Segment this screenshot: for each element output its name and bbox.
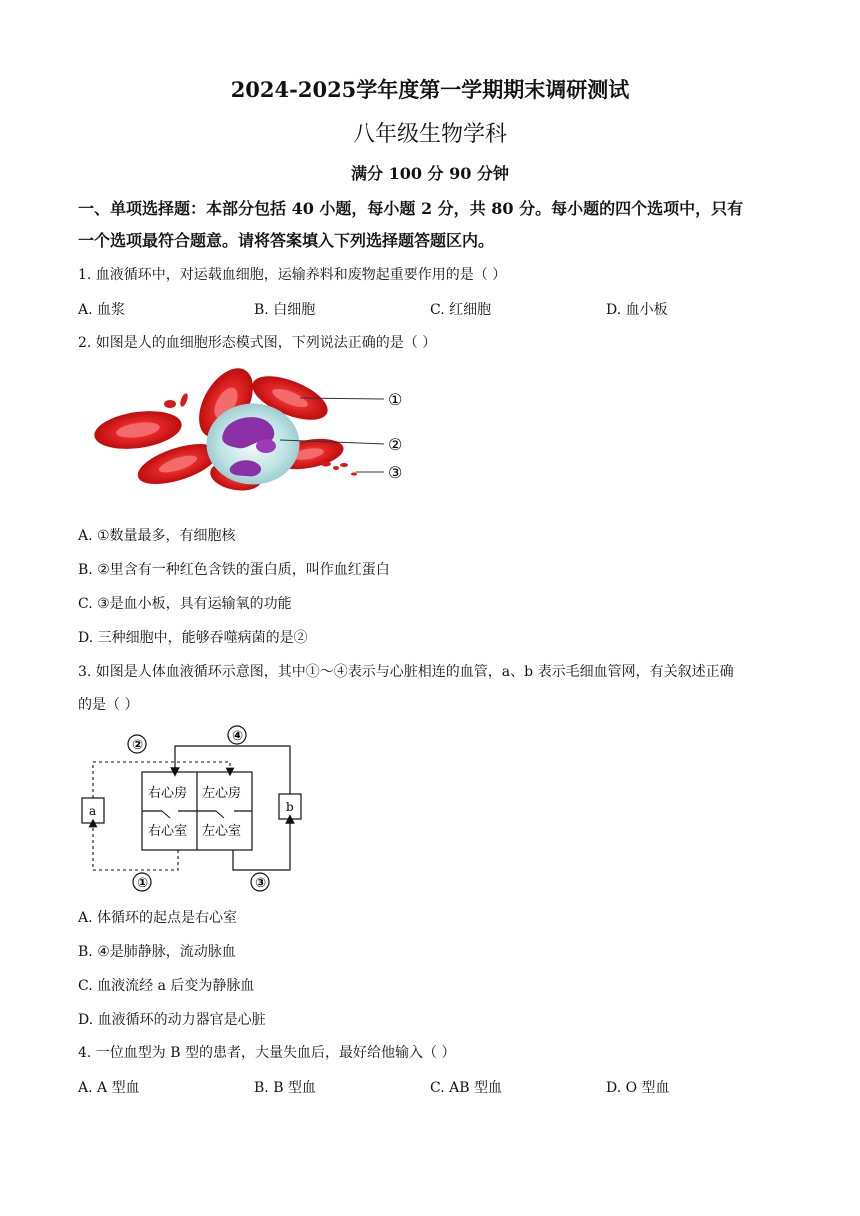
subject-title: 八年级生物学科 xyxy=(352,122,507,147)
vessel-label-3 xyxy=(251,873,269,891)
q4-stem: 4. 一位血型为 B 型的患者，大量失血后，最好给他输入（ ） xyxy=(78,1045,456,1061)
platelets xyxy=(321,462,357,476)
q2-option-b[interactable]: B. ②里含有一种红色含铁的蛋白质，叫作血红蛋白 xyxy=(78,562,390,578)
blood-cell-svg xyxy=(78,368,413,508)
label-2: ② xyxy=(388,435,403,454)
q3-option-b[interactable]: B. ④是肺静脉，流动脉血 xyxy=(78,944,236,960)
circulation-diagram xyxy=(78,722,328,897)
capillary-b-label: b xyxy=(286,800,294,814)
label-1: ① xyxy=(388,390,403,409)
q3-option-c[interactable]: C. 血液流经 a 后变为静脉血 xyxy=(78,978,255,994)
q2-option-a[interactable]: A. ①数量最多，有细胞核 xyxy=(78,528,236,544)
section-heading xyxy=(78,193,798,257)
vessel-label-1 xyxy=(133,873,151,891)
section-heading-line2: 一个选项最符合题意。请将答案填入下列选择题答题区内。 xyxy=(78,231,495,250)
svg-text:②: ② xyxy=(132,738,144,753)
right-ventricle-label: 右心室 xyxy=(148,824,188,839)
q3-option-d[interactable]: D. 血液循环的动力器官是心脏 xyxy=(78,1012,266,1028)
score-time: 满分 100 分 90 分钟 xyxy=(351,164,509,183)
q3-stem-line1: 3. 如图是人体血液循环示意图，其中①～④表示与心脏相连的血管，a、b 表示毛细血管网，有关叙述正确 xyxy=(78,664,734,680)
right-atrium-label: 右心房 xyxy=(148,786,188,801)
q2-option-d[interactable]: D. 三种细胞中，能够吞噬病菌的是② xyxy=(78,630,308,646)
white-blood-cell xyxy=(207,404,299,484)
q1-stem: 1. 血液循环中，对运载血细胞，运输养料和废物起重要作用的是（ ） xyxy=(78,267,507,283)
blood-cell-figure xyxy=(78,368,413,508)
q1-option-c[interactable]: C. 红细胞 xyxy=(430,302,492,318)
svg-text:③: ③ xyxy=(255,876,267,891)
svg-text:④: ④ xyxy=(232,729,244,744)
q2-stem: 2. 如图是人的血细胞形态模式图，下列说法正确的是（ ） xyxy=(78,335,437,351)
q3-option-a[interactable]: A. 体循环的起点是右心室 xyxy=(78,910,238,926)
capillary-a-label: a xyxy=(89,804,97,818)
q4-option-d[interactable]: D. O 型血 xyxy=(606,1080,670,1096)
q1-option-b[interactable]: B. 白细胞 xyxy=(254,302,316,318)
exam-title: 2024-2025学年度第一学期期末调研测试 xyxy=(230,77,630,102)
vessel-label-4 xyxy=(228,726,246,744)
left-ventricle-label: 左心室 xyxy=(202,824,242,839)
label-3: ③ xyxy=(388,463,403,482)
circulation-svg xyxy=(78,722,328,897)
q4-option-a[interactable]: A. A 型血 xyxy=(78,1080,140,1096)
q2-option-c[interactable]: C. ③是血小板，具有运输氧的功能 xyxy=(78,596,292,612)
vessel-label-2 xyxy=(128,735,146,753)
q4-option-c[interactable]: C. AB 型血 xyxy=(430,1080,502,1096)
q1-option-d[interactable]: D. 血小板 xyxy=(606,302,668,318)
q3-stem-line2: 的是（ ） xyxy=(78,697,139,713)
q4-option-b[interactable]: B. B 型血 xyxy=(254,1080,316,1096)
q1-option-a[interactable]: A. 血浆 xyxy=(78,302,126,318)
section-heading-line1: 一、单项选择题：本部分包括 40 小题，每小题 2 分，共 80 分。每小题的四个选项中，只有 xyxy=(78,199,744,218)
svg-text:①: ① xyxy=(137,876,149,891)
left-atrium-label: 左心房 xyxy=(202,786,242,801)
